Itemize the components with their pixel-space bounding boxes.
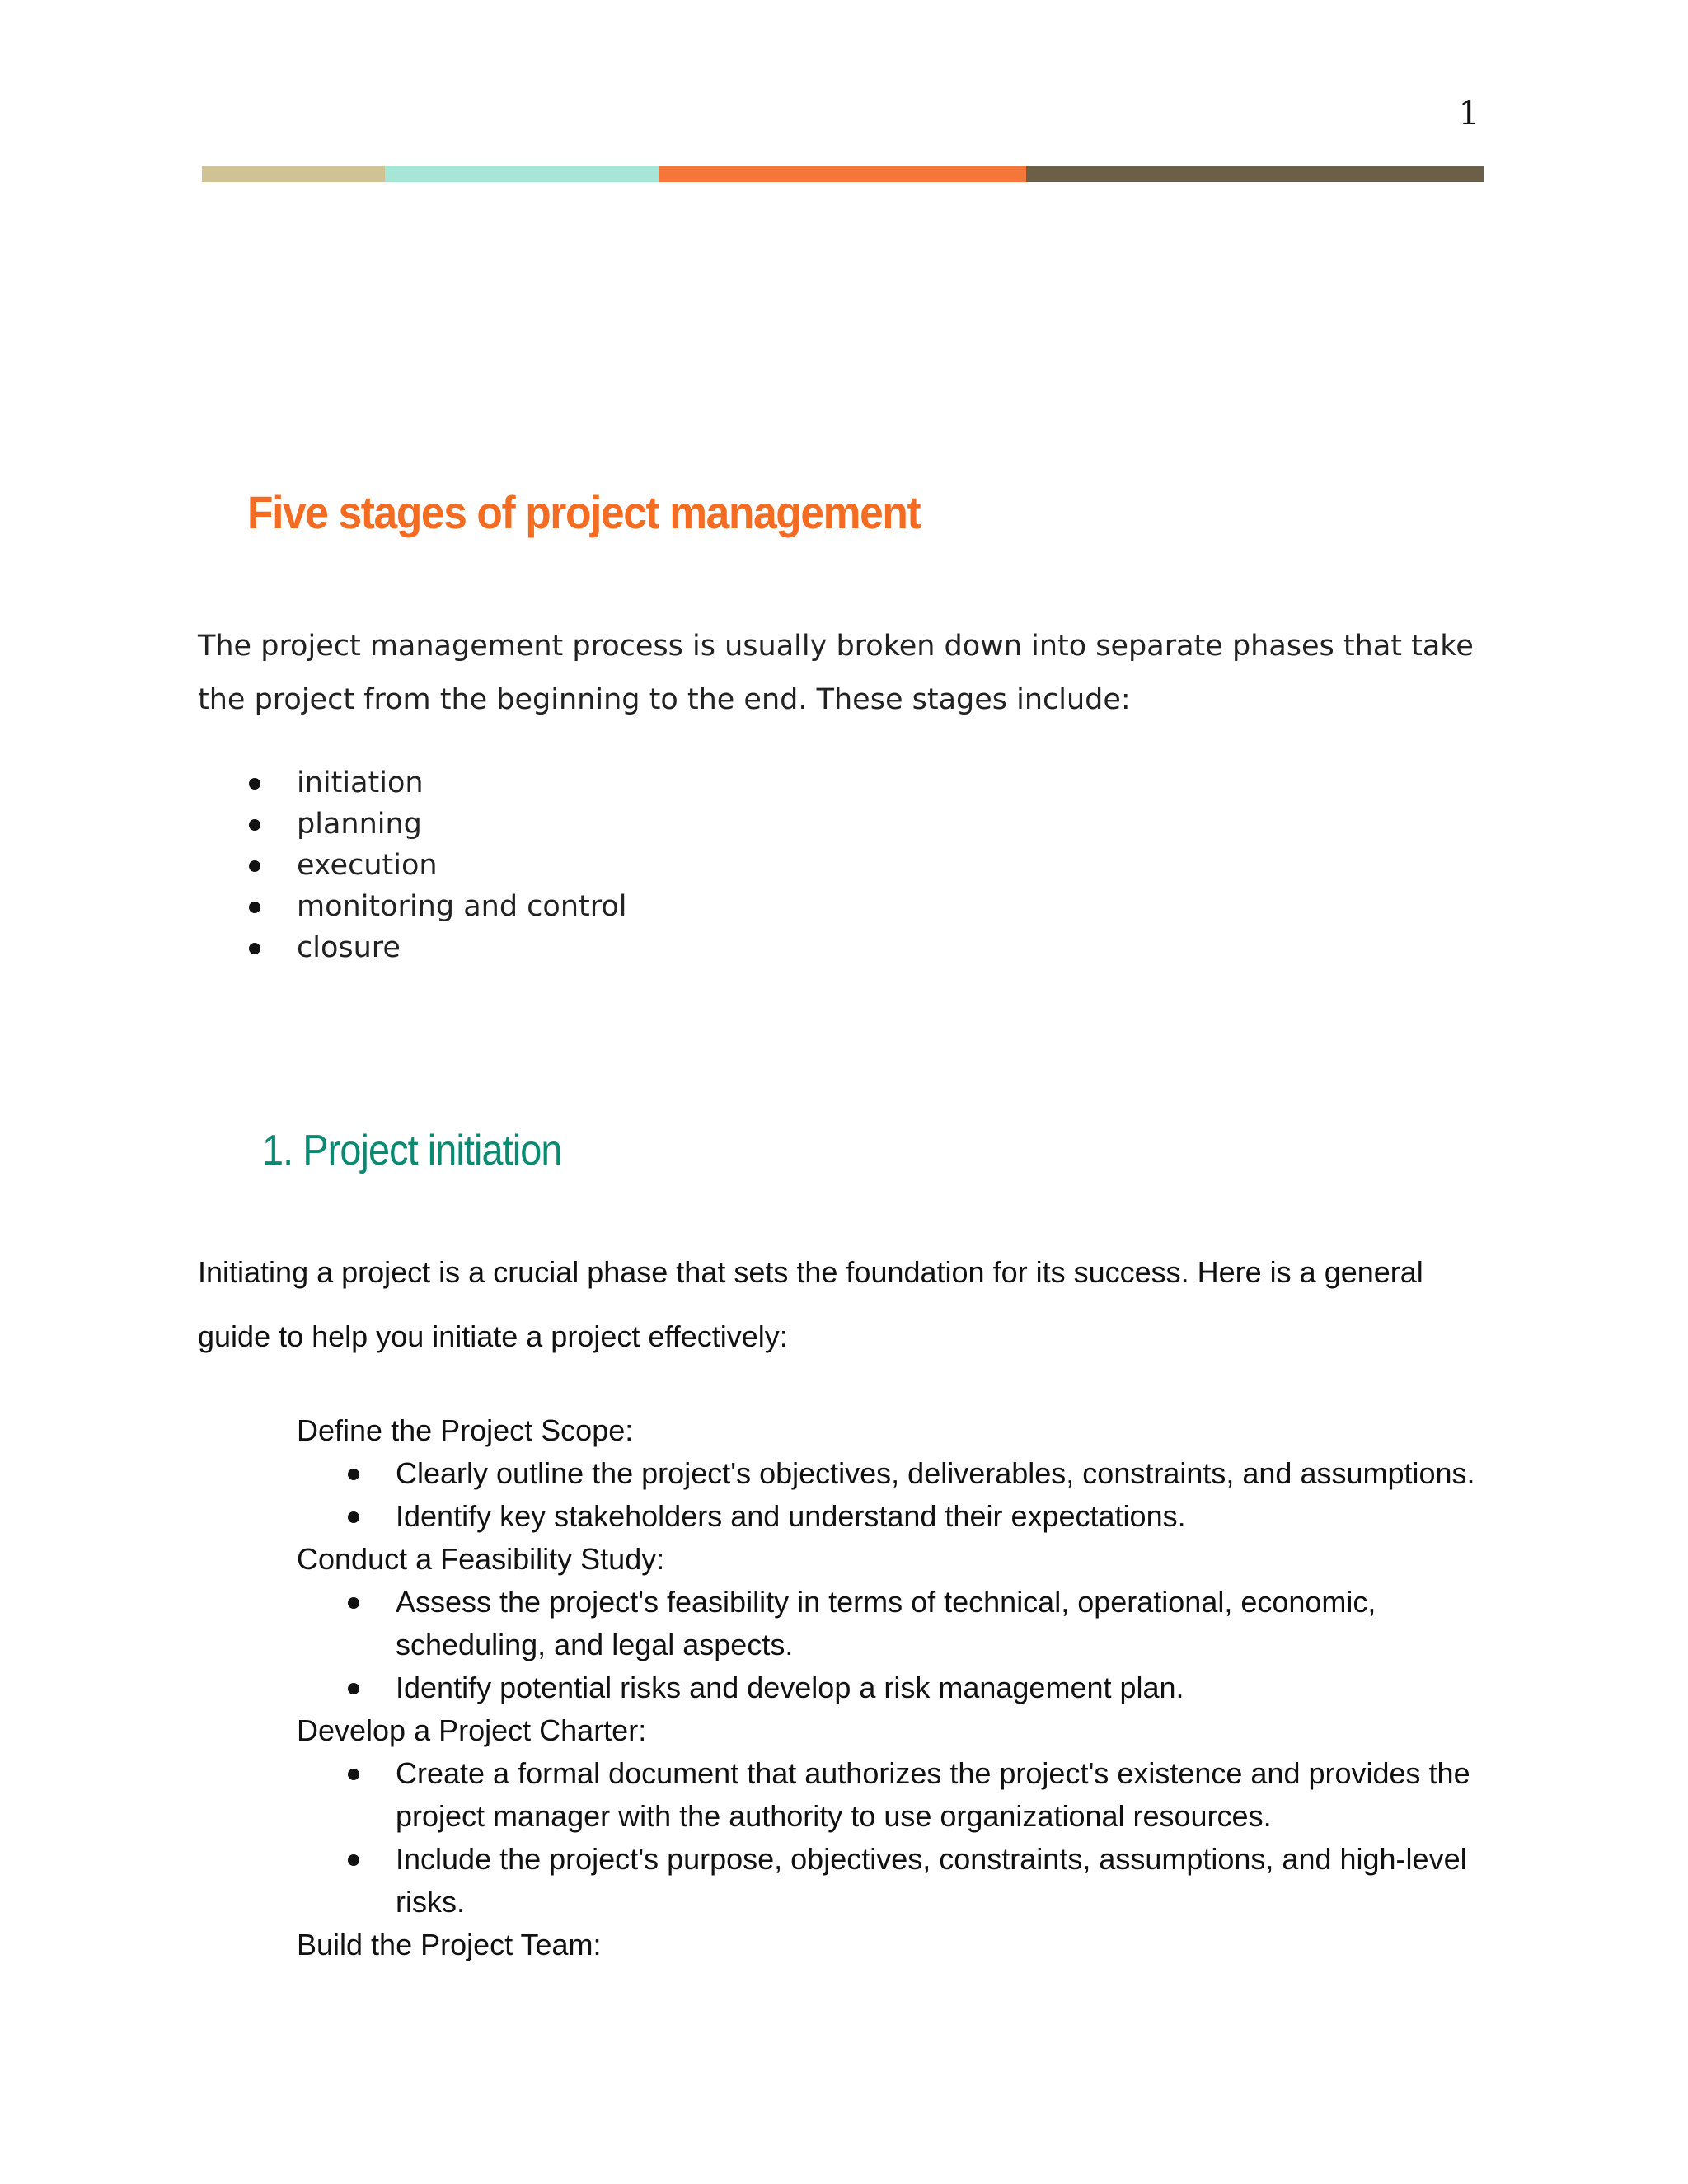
header-color-bar xyxy=(202,166,1484,182)
list-item: closure xyxy=(247,927,626,968)
color-bar-segment-4 xyxy=(1026,166,1484,182)
list-item: execution xyxy=(247,845,626,886)
step-title: Develop a Project Charter: xyxy=(297,1713,647,1747)
list-item: planning xyxy=(247,804,626,845)
color-bar-segment-3 xyxy=(659,166,1026,182)
step-title: Define the Project Scope: xyxy=(297,1413,634,1447)
step-bullets xyxy=(297,1752,1492,1924)
document-title: Five stages of project management xyxy=(247,486,921,538)
list-item: Include the project's purpose, objectives, constraints, assumptions, and high-level risks. xyxy=(297,1838,1492,1924)
color-bar-segment-2 xyxy=(385,166,659,182)
list-item: Assess the project's feasibility in terms of technical, operational, economic, scheduling, and legal aspects. xyxy=(297,1581,1492,1666)
list-item: initiation xyxy=(247,762,626,804)
step-bullets xyxy=(297,1581,1492,1709)
step-title: Conduct a Feasibility Study: xyxy=(297,1542,665,1576)
initiation-guide xyxy=(297,1409,1492,1966)
list-item: Identify key stakeholders and understand their expectations. xyxy=(297,1495,1492,1538)
list-item: Create a formal document that authorizes the project's existence and provides the project manager with the authority to use organizational resources. xyxy=(297,1752,1492,1838)
list-item: monitoring and control xyxy=(247,886,626,927)
intro-paragraph: The project management process is usually broken down into separate phases that take the project from the beginning to the end. These stages include: xyxy=(198,630,1474,716)
color-bar-segment-1 xyxy=(202,166,385,182)
section-heading: 1. Project initiation xyxy=(262,1127,562,1174)
stages-list xyxy=(247,762,626,968)
page-number: 1 xyxy=(1458,95,1479,133)
list-item: Identify potential risks and develop a risk management plan. xyxy=(297,1666,1492,1709)
list-item: Clearly outline the project's objectives, deliverables, constraints, and assumptions. xyxy=(297,1452,1492,1495)
step-title: Build the Project Team: xyxy=(297,1928,602,1961)
step-bullets xyxy=(297,1452,1492,1538)
section-intro-paragraph: Initiating a project is a crucial phase that sets the foundation for its success. Here is a general guide to help you initiate a project effectively: xyxy=(198,1255,1423,1353)
